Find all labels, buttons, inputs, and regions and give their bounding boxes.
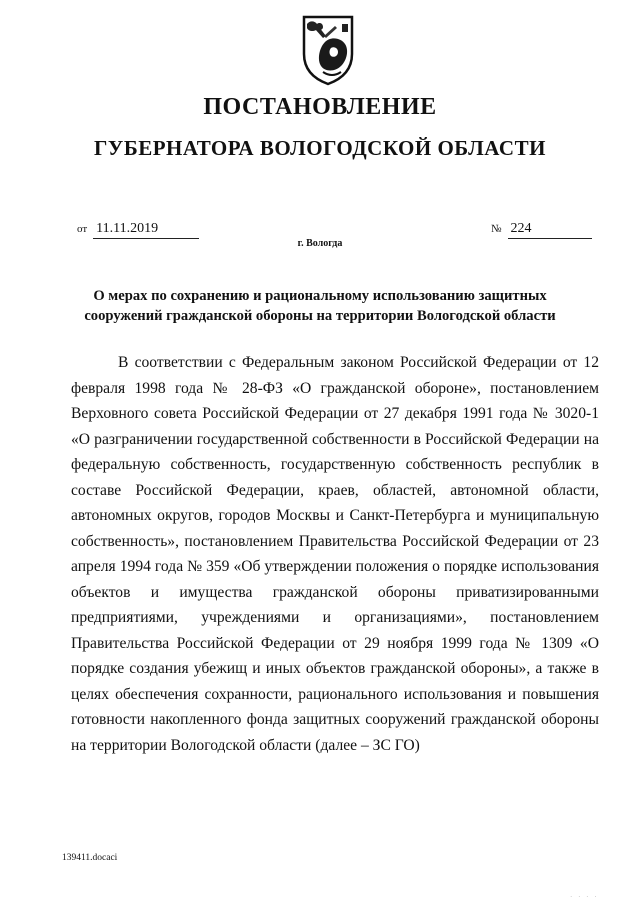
vologda-coat-of-arms-icon	[301, 14, 355, 86]
document-body: В соответствии с Федеральным законом Российской Федерации от 12 февраля 1998 года № 28-ФЗ «О гражданской обороне», постановлением Верховного совета Российской Федерации от 27 декабря 1991 года № 3020-1 «О разграничении государственной собственности в Российской Федерации на федеральную собственность, государственную собственность республик в составе Российской Федерации, краев, областей, автономной области, автономных округов, городов Москвы и Санкт-Петербурга и муниципальную собственность», постановлением Правительства Российской Федерации от 23 апреля 1994 года № 359 «Об утверждении положения о порядке использования объектов и имущества гражданской обороны приватизированными предприятиями, учреждениями и организациями», постановлением Правительства Российской Федерации от 29 ноября 1999 года № 1309 «О порядке создания убежищ и иных объектов гражданской обороны», а также в целях обеспечения сохранности, рационального использования и повышения готовности накопленного фонда защитных сооружений гражданской обороны на территории Вологодской области (далее – ЗС ГО)	[71, 354, 599, 754]
scan-artifact: · · · ·	[570, 893, 599, 901]
city-label: г. Вологда	[297, 238, 343, 249]
date-prefix: от	[77, 223, 88, 235]
file-name: 139411.docaci	[62, 853, 118, 863]
document-subject: О мерах по сохранению и рациональному использованию защитных сооружений гражданской обороны на территории Вологодской области	[84, 288, 556, 324]
date-field	[77, 220, 199, 239]
issuer-title: ГУБЕРНАТОРА ВОЛОГОДСКОЙ ОБЛАСТИ	[94, 136, 546, 160]
document-type-title: ПОСТАНОВЛЕНИЕ	[203, 94, 437, 120]
document-date: 11.11.2019	[93, 221, 199, 239]
number-prefix: №	[491, 223, 502, 235]
document-number: 224	[508, 221, 592, 239]
number-field	[491, 220, 592, 239]
